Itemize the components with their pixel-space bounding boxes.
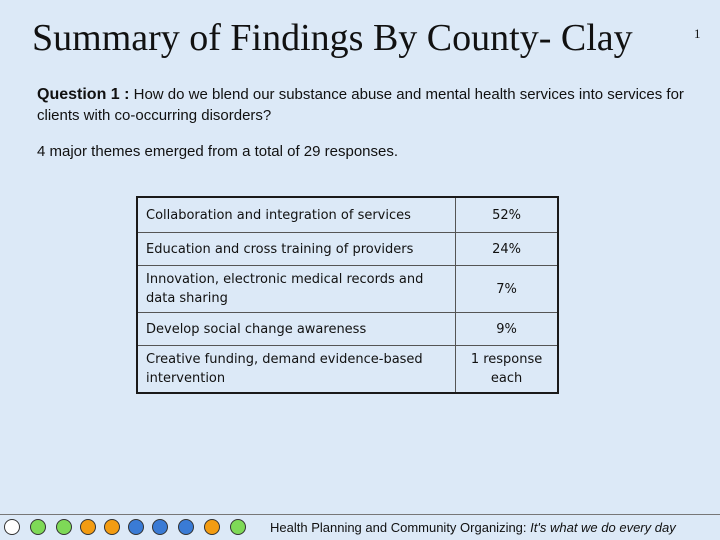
circle-icon (152, 519, 168, 535)
circle-icon (128, 519, 144, 535)
footer-org: Health Planning and Community Organizing: (270, 520, 527, 535)
slide-number: 1 (694, 26, 701, 41)
findings-table (136, 196, 559, 394)
circle-icon (80, 519, 96, 535)
circle-icon (104, 519, 120, 535)
circle-icon (230, 519, 246, 535)
percent-cell: 52% (456, 197, 558, 233)
theme-cell: Creative funding, demand evidence-based intervention (137, 346, 456, 394)
theme-cell: Innovation, electronic medical records and data sharing (137, 266, 456, 313)
question-block (37, 84, 697, 126)
circle-icon (4, 519, 20, 535)
question-label: Question 1 : (37, 86, 130, 103)
themes-summary: 4 major themes emerged from a total of 29 responses. (37, 143, 399, 160)
footer-divider (0, 514, 720, 515)
theme-cell: Develop social change awareness (137, 313, 456, 346)
circle-icon (204, 519, 220, 535)
decorative-dots (0, 516, 260, 540)
footer-text (270, 520, 676, 535)
footer-tagline: It's what we do every day (530, 520, 676, 535)
table-row (137, 233, 558, 266)
circle-icon (56, 519, 72, 535)
table-row (137, 197, 558, 233)
percent-cell: 7% (456, 266, 558, 313)
percent-cell: 1 response each (456, 346, 558, 394)
table-row (137, 266, 558, 313)
circle-icon (30, 519, 46, 535)
table-row (137, 313, 558, 346)
percent-cell: 9% (456, 313, 558, 346)
circle-icon (178, 519, 194, 535)
percent-cell: 24% (456, 233, 558, 266)
table-row (137, 346, 558, 394)
theme-cell: Collaboration and integration of services (137, 197, 456, 233)
theme-cell: Education and cross training of providers (137, 233, 456, 266)
question-text: How do we blend our substance abuse and mental health services into services for clients with co-occurring disorders? (37, 86, 684, 124)
slide-title: Summary of Findings By County- Clay (32, 17, 633, 59)
